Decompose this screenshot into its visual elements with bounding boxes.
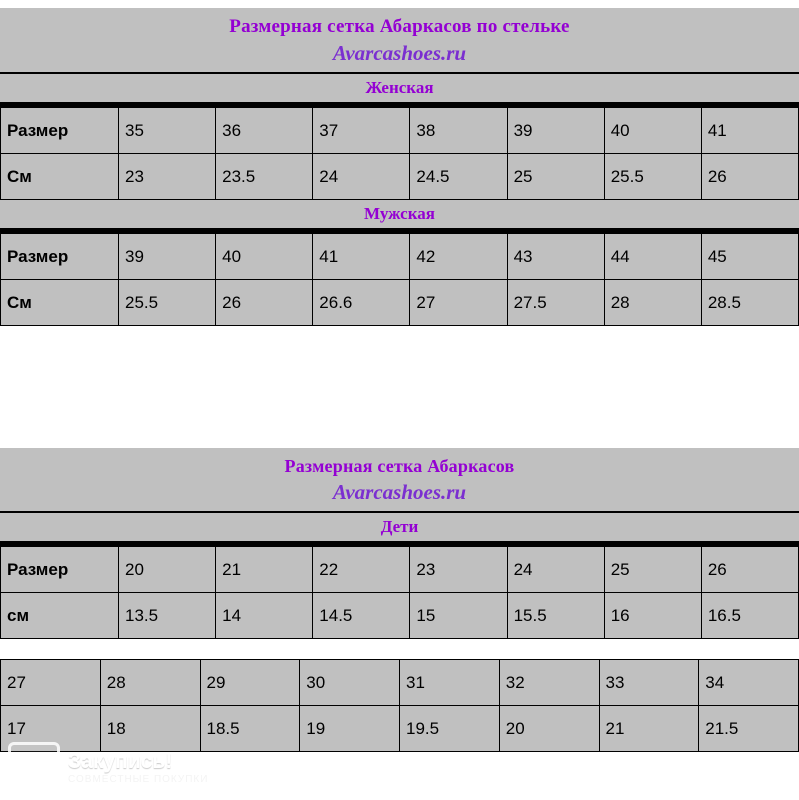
cell-men-size-1: 40: [216, 234, 313, 280]
adult-size-chart-block: [0, 8, 799, 326]
table-row: [1, 280, 799, 326]
cell-kids-cm-11: 19.5: [400, 706, 500, 752]
cell-men-cm-0: 25.5: [119, 280, 216, 326]
table-row: [1, 154, 799, 200]
kids-section-heading: Дети: [0, 513, 799, 541]
cell-kids-cm-3: 15: [410, 593, 507, 639]
kids-site-label: Avarcashoes.ru: [332, 480, 467, 504]
cell-kids-cm-12: 20: [499, 706, 599, 752]
cell-women-size-6: 41: [701, 108, 798, 154]
women-size-table: [0, 107, 799, 200]
cell-women-cm-6: 26: [701, 154, 798, 200]
cell-kids-size-9: 29: [200, 660, 300, 706]
cell-kids-size-12: 32: [499, 660, 599, 706]
cell-kids-cm-4: 15.5: [507, 593, 604, 639]
cell-kids-size-7: 27: [1, 660, 101, 706]
cell-kids-cm-10: 19: [300, 706, 400, 752]
cell-kids-cm-1: 14: [216, 593, 313, 639]
cell-men-size-6: 45: [701, 234, 798, 280]
cell-kids-cm-13: 21: [599, 706, 699, 752]
cell-kids-cm-0: 13.5: [119, 593, 216, 639]
row-label-size: Размер: [1, 547, 119, 593]
row-label-size: Размер: [1, 108, 119, 154]
adult-site-label: Avarcashoes.ru: [332, 41, 467, 65]
cell-women-cm-4: 25: [507, 154, 604, 200]
adult-chart-title: Размерная сетка Абаркасов по стельке: [229, 16, 570, 37]
cell-women-cm-5: 25.5: [604, 154, 701, 200]
row-label-cm: См: [1, 154, 119, 200]
cell-women-cm-2: 24: [313, 154, 410, 200]
cell-men-size-5: 44: [604, 234, 701, 280]
table-row: [1, 593, 799, 639]
cell-kids-cm-9: 18.5: [200, 706, 300, 752]
cell-kids-size-6: 26: [701, 547, 798, 593]
row-label-size: Размер: [1, 234, 119, 280]
cell-women-size-4: 39: [507, 108, 604, 154]
cell-men-size-3: 42: [410, 234, 507, 280]
watermark-logo-icon: Z: [8, 742, 60, 794]
cell-women-cm-0: 23: [119, 154, 216, 200]
cell-kids-cm-5: 16: [604, 593, 701, 639]
table-row: [1, 234, 799, 280]
table-row: [1, 108, 799, 154]
kids-size-chart-block: [0, 448, 799, 752]
cell-women-cm-1: 23.5: [216, 154, 313, 200]
cell-men-cm-4: 27.5: [507, 280, 604, 326]
cell-men-cm-6: 28.5: [701, 280, 798, 326]
cell-kids-size-2: 22: [313, 547, 410, 593]
kids-size-table-part2: [0, 659, 799, 752]
cell-men-size-0: 39: [119, 234, 216, 280]
cell-women-cm-3: 24.5: [410, 154, 507, 200]
cell-kids-size-14: 34: [699, 660, 799, 706]
cell-women-size-0: 35: [119, 108, 216, 154]
cell-kids-cm-14: 21.5: [699, 706, 799, 752]
cell-kids-cm-6: 16.5: [701, 593, 798, 639]
cell-women-size-3: 38: [410, 108, 507, 154]
cell-women-size-2: 37: [313, 108, 410, 154]
cell-men-cm-3: 27: [410, 280, 507, 326]
watermark-subtitle: СОВМЕСТНЫЕ ПОКУПКИ: [68, 773, 209, 785]
cell-kids-size-1: 21: [216, 547, 313, 593]
cell-men-size-2: 41: [313, 234, 410, 280]
kids-size-table-part1: [0, 546, 799, 639]
cell-kids-cm-2: 14.5: [313, 593, 410, 639]
kids-chart-title: Размерная сетка Абаркасов: [284, 456, 515, 476]
table-row: [1, 660, 799, 706]
table-row: [1, 547, 799, 593]
cell-kids-size-8: 28: [100, 660, 200, 706]
cell-kids-size-10: 30: [300, 660, 400, 706]
cell-women-size-5: 40: [604, 108, 701, 154]
men-size-table: [0, 233, 799, 326]
men-section-heading: Мужская: [0, 200, 799, 228]
cell-kids-cm-8: 18: [100, 706, 200, 752]
cell-kids-size-3: 23: [410, 547, 507, 593]
cell-kids-size-5: 25: [604, 547, 701, 593]
cell-kids-size-4: 24: [507, 547, 604, 593]
table-gap: [0, 639, 799, 659]
women-section-heading: Женская: [0, 74, 799, 102]
cell-men-cm-1: 26: [216, 280, 313, 326]
cell-kids-size-11: 31: [400, 660, 500, 706]
row-label-cm: См: [1, 280, 119, 326]
watermark-title: Закупись!: [68, 750, 173, 774]
cell-men-cm-2: 26.6: [313, 280, 410, 326]
cell-kids-cm-7: 17: [1, 706, 101, 752]
cell-kids-size-0: 20: [119, 547, 216, 593]
cell-kids-size-13: 33: [599, 660, 699, 706]
row-label-cm: см: [1, 593, 119, 639]
table-row: [1, 706, 799, 752]
cell-men-size-4: 43: [507, 234, 604, 280]
cell-men-cm-5: 28: [604, 280, 701, 326]
cell-women-size-1: 36: [216, 108, 313, 154]
